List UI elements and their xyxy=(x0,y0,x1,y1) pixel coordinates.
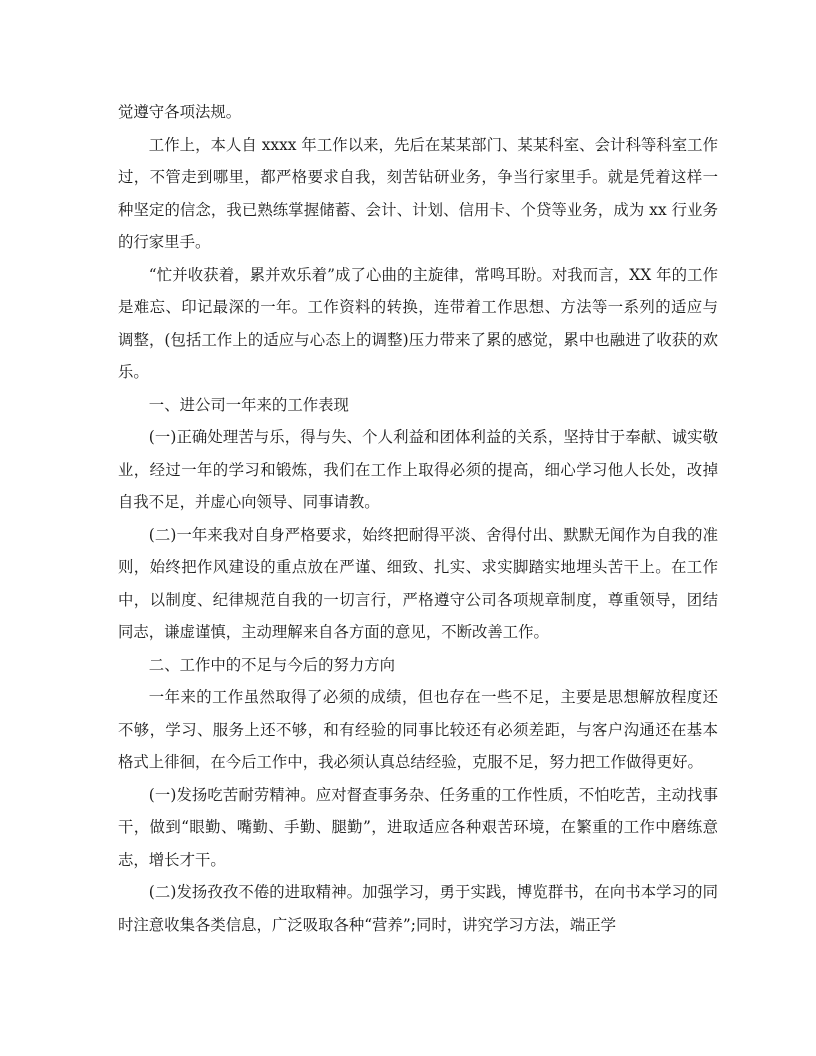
section-heading-1: 一、进公司一年来的工作表现 xyxy=(148,395,349,414)
paragraph-0: 觉遵守各项法规。 xyxy=(118,103,242,121)
paragraph-7: 一年来的工作虽然取得了必须的成绩，但也存在一些不足，主要是思想解放程度还不够，学习、服务上还不够，和有经验的同事比较还有必须差距，与客户沟通还在基本格式上徘徊，在今后工作中，我必须认真总结经验，克服不足，努力把工作做得更好。 xyxy=(118,688,718,771)
paragraph-9: (二)发扬孜孜不倦的进取精神。加强学习，勇于实践，博览群书，在向书本学习的同时注意收集各类信息，广泛吸取各种“营养”;同时，讲究学习方法，端正学 xyxy=(118,883,718,934)
paragraph-2: “忙并收获着，累并欢乐着”成了心曲的主旋律，常鸣耳盼。对我而言，XX 年的工作是难忘、印记最深的一年。工作资料的转换，连带着工作思想、方法等一系列的适应与调整，(包括工作上的适应与心态上的调整)压力带来了累的感觉，累中也融进了收获的欢乐。 xyxy=(118,265,718,381)
document-page xyxy=(118,96,718,941)
section-heading-2: 二、工作中的不足与今后的努力方向 xyxy=(148,655,396,674)
paragraph-5: (二)一年来我对自身严格要求，始终把耐得平淡、舍得付出、默默无闻作为自我的准则，始终把作风建设的重点放在严谨、细致、扎实、求实脚踏实地埋头苦干上。在工作中，以制度、纪律规范自我的一切言行，严格遵守公司各项规章制度，尊重领导，团结同志，谦虚谨慎，主动理解来自各方面的意见，不断改善工作。 xyxy=(118,525,718,641)
paragraph-1: 工作上，本人自 xxxx 年工作以来，先后在某某部门、某某科室、会计科等科室工作过，不管走到哪里，都严格要求自我，刻苦钻研业务，争当行家里手。就是凭着这样一种坚定的信念，我已熟练掌握储蓄、会计、计划、信用卡、个贷等业务，成为 xx 行业务的行家里手。 xyxy=(118,135,718,251)
paragraph-8: (一)发扬吃苦耐劳精神。应对督查事务杂、任务重的工作性质，不怕吃苦，主动找事干，做到“眼勤、嘴勤、手勤、腿勤”，进取适应各种艰苦环境，在繁重的工作中磨练意志，增长才干。 xyxy=(118,785,718,869)
paragraph-4: (一)正确处理苦与乐，得与失、个人利益和团体利益的关系，坚持甘于奉献、诚实敬业，经过一年的学习和锻炼，我们在工作上取得必须的提高，细心学习他人长处，改掉自我不足，并虚心向领导、同事请教。 xyxy=(118,428,718,511)
